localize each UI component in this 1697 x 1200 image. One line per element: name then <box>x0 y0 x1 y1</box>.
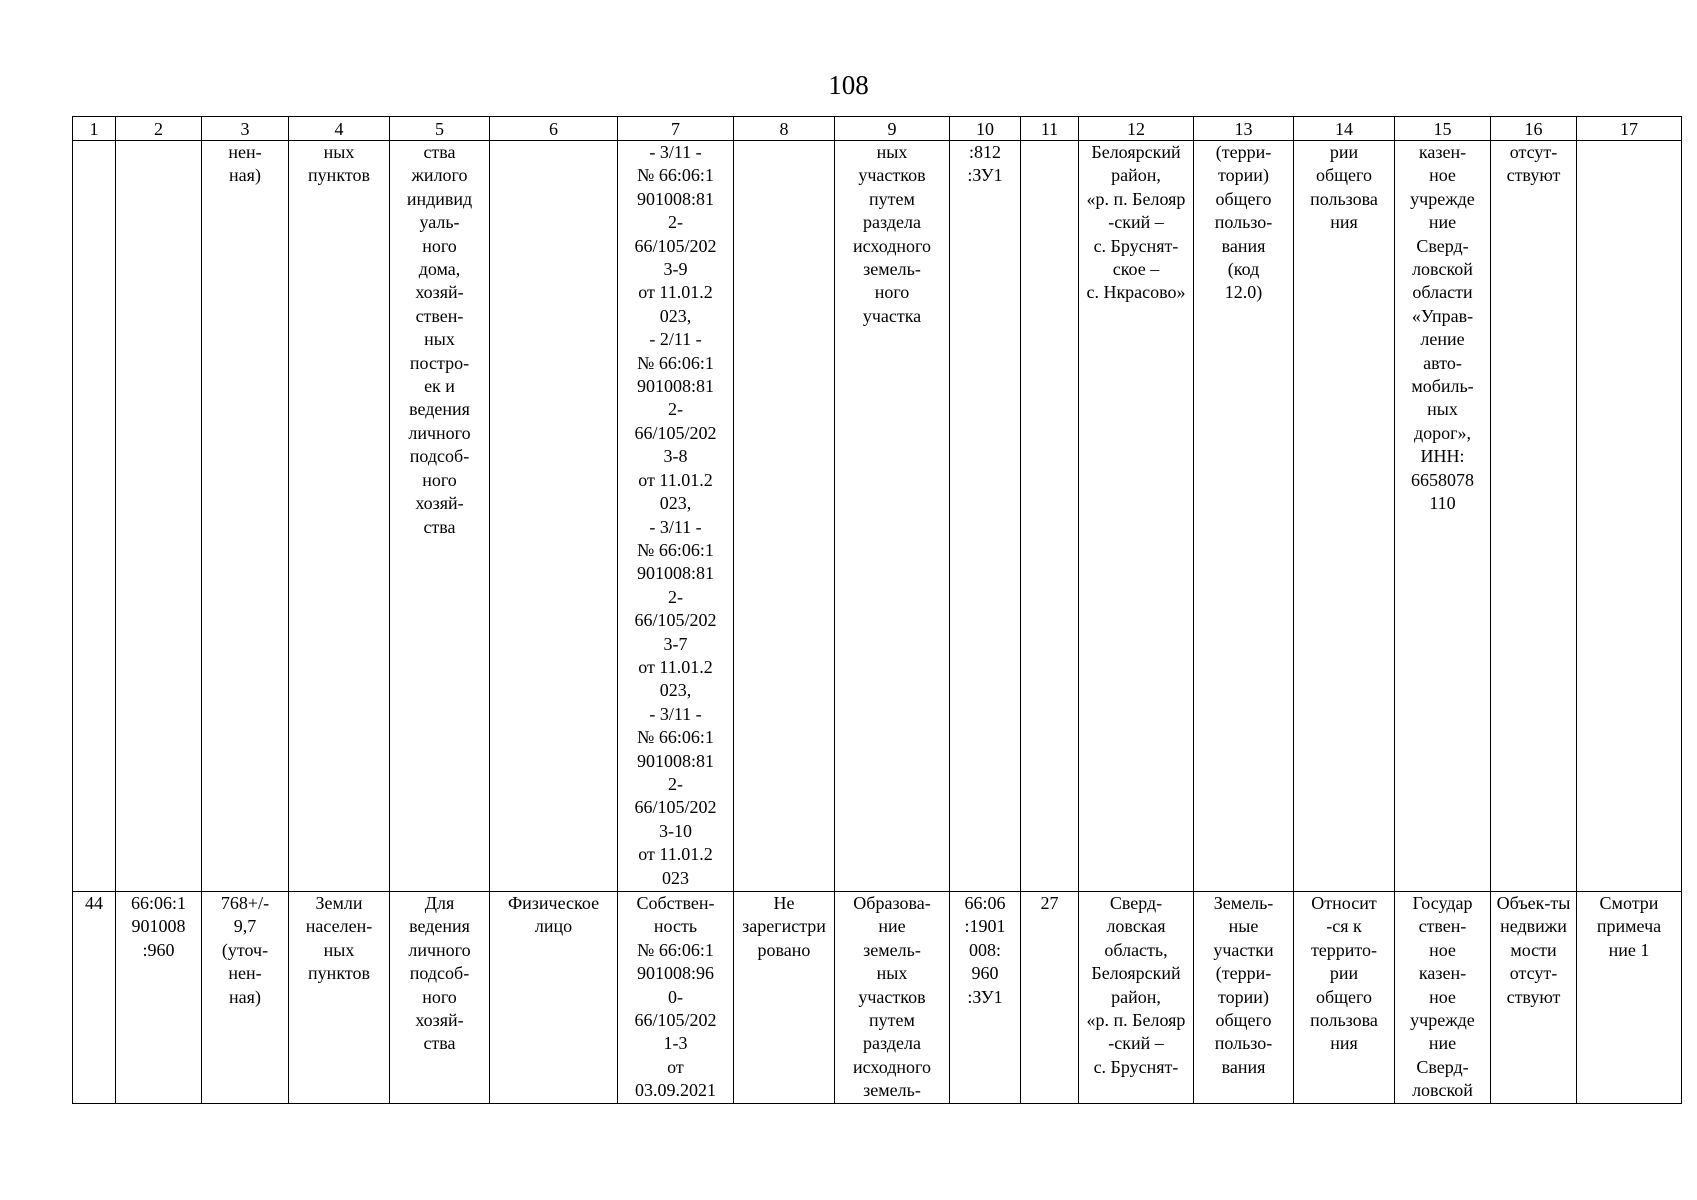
cell-text-line: участков <box>858 165 926 186</box>
cell-text-line: ние <box>878 916 906 937</box>
cell-text-line: ства <box>423 1033 456 1054</box>
cell-text-line: (уточ- <box>221 939 269 960</box>
table-cell <box>734 892 835 1104</box>
cell-text-line: 2- <box>668 399 683 420</box>
table-cell <box>835 141 950 892</box>
cell-text-line: :812 <box>968 142 1001 162</box>
cell-text-line: примеча <box>1596 916 1662 937</box>
cell-text-line: 66/105/202 <box>634 1010 717 1031</box>
cell-text-line: от 11.01.2 <box>638 282 713 303</box>
cell-text-line: ность <box>653 916 698 937</box>
cell-text-line: - 2/11 - <box>649 329 702 350</box>
cell-text-line: хозяй- <box>415 282 464 303</box>
cell-text-line: ства <box>423 516 456 537</box>
cell-text-line: участка <box>862 305 922 326</box>
cell-text-line: 66/105/202 <box>634 610 717 631</box>
cell-text-line: Белоярский <box>1091 142 1181 162</box>
cell-text-line: 110 <box>1429 493 1456 514</box>
table-cell <box>390 892 490 1104</box>
cell-text-line: ловской <box>1412 1080 1473 1101</box>
cell-text-line: мобиль- <box>1411 376 1474 397</box>
column-number: 8 <box>734 117 835 141</box>
column-number-row <box>73 117 1682 141</box>
cell-text-line: Образова- <box>853 893 931 913</box>
cell-text-line: 960 <box>971 963 999 984</box>
cell-text-line: вания <box>1221 1056 1266 1077</box>
cell-text-line: Физическое <box>507 893 600 913</box>
cell-text-line: казен- <box>1418 963 1467 984</box>
cell-text-line: рии <box>1329 142 1359 162</box>
cell-text-line: № 66:06:1 <box>637 165 714 186</box>
table-cell <box>1577 892 1682 1104</box>
cell-text-line: дома, <box>418 259 461 280</box>
cell-text-line: ная) <box>229 165 261 186</box>
cell-text-line: ское – <box>1112 259 1160 280</box>
cell-text-line: земель- <box>863 1080 921 1101</box>
cell-text-line: жилого <box>411 165 468 186</box>
cell-text-line: ние <box>1428 212 1457 233</box>
cell-text-line: 0- <box>668 986 683 1007</box>
column-number: 3 <box>202 117 289 141</box>
cell-text-line: недвижи <box>1500 916 1567 937</box>
column-number: 9 <box>835 117 950 141</box>
table-cell <box>1079 141 1194 892</box>
cell-text-line: (код <box>1227 259 1260 280</box>
cell-text-line: участки <box>1213 939 1274 960</box>
cell-text-line: «р. п. Белояр <box>1086 188 1186 209</box>
cell-text-line: участков <box>858 986 926 1007</box>
cell-text-line: ное <box>1429 939 1456 960</box>
cell-text-line: 2- <box>668 586 683 607</box>
cell-text-line: № 66:06:1 <box>637 939 714 960</box>
table-cell <box>1021 892 1079 1104</box>
cell-text-line: 66/105/202 <box>634 422 717 443</box>
cell-text-line: 901008:81 <box>636 563 714 584</box>
table-cell <box>202 141 289 892</box>
cell-text-line: 901008:96 <box>636 963 714 984</box>
cell-text-line: (терри- <box>1215 142 1272 162</box>
cell-text-line: рии <box>1329 963 1359 984</box>
cell-text-line: ния <box>1330 1033 1358 1054</box>
cell-text-line: ствен- <box>415 305 464 326</box>
cell-text-line: раздела <box>863 1033 921 1054</box>
cell-text-line: ловской <box>1412 259 1473 280</box>
cell-text-line: Земли <box>315 893 363 913</box>
cell-text-line: ровано <box>757 939 811 960</box>
table-cell <box>1079 892 1194 1104</box>
table-row <box>73 892 1682 1104</box>
cell-text-line: район, <box>1111 165 1161 186</box>
table-cell <box>390 141 490 892</box>
cell-text-line: 023 <box>662 867 689 888</box>
cell-text-line: Объек-ты <box>1496 893 1571 913</box>
cell-text-line: авто- <box>1423 352 1462 373</box>
table-cell <box>1294 141 1395 892</box>
cell-text-line: области <box>1412 282 1473 303</box>
cell-text-line: нен- <box>228 963 262 984</box>
column-number: 4 <box>289 117 390 141</box>
cell-text-line: Сверд- <box>1416 235 1469 256</box>
cell-text-line: «р. п. Белояр <box>1086 1010 1186 1031</box>
cell-text-line: населен- <box>305 916 373 937</box>
cell-text-line: ние 1 <box>1608 939 1650 960</box>
cell-text-line: № 66:06:1 <box>637 727 714 748</box>
cell-text-line: 3-9 <box>663 259 688 280</box>
cell-text-line: дорог», <box>1413 422 1472 443</box>
cell-text-line: исходного <box>853 1056 931 1077</box>
table-cell <box>1491 892 1577 1104</box>
cell-text-line: отсут- <box>1509 963 1558 984</box>
cell-text-line: личного <box>408 422 471 443</box>
table-cell <box>289 141 390 892</box>
cell-text-line: подсоб- <box>409 963 470 984</box>
table-cell <box>490 892 618 1104</box>
cell-text-line: № 66:06:1 <box>637 352 714 373</box>
cell-text-line: пунктов <box>308 963 370 984</box>
cell-text-line: ствуют <box>1506 165 1561 186</box>
cell-text-line: ния <box>1330 212 1358 233</box>
cell-text-line: ное <box>1429 165 1456 186</box>
cell-text-line: нен- <box>228 142 262 162</box>
cell-text-line: тории) <box>1218 165 1269 186</box>
column-number: 14 <box>1294 117 1395 141</box>
cell-text-line: 023, <box>659 680 692 701</box>
cell-text-line: - 3/11 - <box>649 142 702 162</box>
cell-text-line: зарегистри <box>742 916 826 937</box>
cell-text-line: пользова <box>1310 1010 1378 1031</box>
table-cell <box>116 141 202 892</box>
cell-text-line: от 11.01.2 <box>638 844 713 865</box>
cell-text-line: путем <box>869 188 915 209</box>
cell-text-line: 023, <box>659 305 692 326</box>
cell-text-line: от 11.01.2 <box>638 469 713 490</box>
cell-text-line: район, <box>1111 986 1161 1007</box>
cell-text-line: индивид <box>406 188 473 209</box>
cell-text-line: общего <box>1215 188 1272 209</box>
cell-text-line: Не <box>773 893 795 913</box>
table-cell <box>618 892 734 1104</box>
cell-text-line: ведения <box>409 916 470 937</box>
cell-text-line: общего <box>1215 1010 1272 1031</box>
table-cell <box>1395 141 1491 892</box>
cell-text-line: 901008:81 <box>636 750 714 771</box>
cell-text-line: ИНН: <box>1420 446 1465 467</box>
cell-text-line: ные <box>1228 916 1259 937</box>
cell-text-line: ного <box>422 469 457 490</box>
cell-text-line: ных <box>323 939 355 960</box>
cell-text-line: Собствен- <box>636 893 715 913</box>
cell-text-line: ние <box>1428 1033 1457 1054</box>
table-cell <box>1395 892 1491 1104</box>
cell-text-line: хозяй- <box>415 493 464 514</box>
table-cell <box>1194 892 1294 1104</box>
cell-text-line: вания <box>1221 235 1266 256</box>
cell-text-line: 44 <box>85 893 103 913</box>
cell-text-line: :ЗУ1 <box>967 165 1003 186</box>
cell-text-line: -ский – <box>1108 1033 1164 1054</box>
cell-text-line: :ЗУ1 <box>967 986 1003 1007</box>
cell-text-line: ное <box>1429 986 1456 1007</box>
table-cell <box>289 892 390 1104</box>
cell-text-line: (терри- <box>1215 963 1272 984</box>
cell-text-line: 3-7 <box>663 633 688 654</box>
register-table <box>72 116 1682 1104</box>
cell-text-line: земель- <box>863 259 921 280</box>
cell-text-line: 9,7 <box>233 916 257 937</box>
cell-text-line: тории) <box>1218 986 1269 1007</box>
cell-text-line: 1-3 <box>663 1033 688 1054</box>
cell-text-line: 66/105/202 <box>634 235 717 256</box>
cell-text-line: ных <box>876 142 908 162</box>
cell-text-line: ловская <box>1106 916 1166 937</box>
cell-text-line: отсут- <box>1509 142 1558 162</box>
cell-text-line: ведения <box>409 399 470 420</box>
cell-text-line: учрежде <box>1410 188 1475 209</box>
cell-text-line: 3-10 <box>659 820 692 841</box>
column-number: 1 <box>73 117 116 141</box>
cell-text-line: общего <box>1316 986 1372 1007</box>
cell-text-line: область, <box>1104 939 1168 960</box>
cell-text-line: ного <box>422 235 457 256</box>
cell-text-line: земель- <box>863 939 921 960</box>
cell-text-line: личного <box>408 939 471 960</box>
cell-text-line: казен- <box>1418 142 1467 162</box>
cell-text-line: постро- <box>409 352 470 373</box>
cell-text-line: от 11.01.2 <box>638 656 713 677</box>
column-number: 17 <box>1577 117 1682 141</box>
table-cell <box>618 141 734 892</box>
cell-text-line: исходного <box>853 235 931 256</box>
table-row <box>73 141 1682 892</box>
cell-text-line: с. Бруснят- <box>1093 1056 1179 1077</box>
table-cell <box>1194 141 1294 892</box>
cell-text-line: пунктов <box>308 165 370 186</box>
column-number: 16 <box>1491 117 1577 141</box>
cell-text-line: ек и <box>424 376 455 397</box>
column-number: 5 <box>390 117 490 141</box>
cell-text-line: Сверд- <box>1416 1056 1469 1077</box>
cell-text-line: 66:06:1 <box>130 893 186 913</box>
column-number: 7 <box>618 117 734 141</box>
cell-text-line: уаль- <box>419 212 460 233</box>
cell-text-line: 901008:81 <box>636 376 714 397</box>
cell-text-line: 66:06 <box>964 893 1006 913</box>
cell-text-line: ление <box>1420 329 1465 350</box>
cell-text-line: ных <box>424 329 455 350</box>
table-cell <box>202 892 289 1104</box>
cell-text-line: раздела <box>863 212 921 233</box>
table-cell <box>73 141 116 892</box>
cell-text-line: ных <box>1427 399 1458 420</box>
column-number: 13 <box>1194 117 1294 141</box>
column-number: 10 <box>950 117 1021 141</box>
table-cell <box>950 141 1021 892</box>
cell-text-line: хозяй- <box>415 1010 464 1031</box>
cell-text-line: 12.0) <box>1224 282 1263 303</box>
cell-text-line: :1901 <box>964 916 1006 937</box>
cell-text-line: от <box>667 1056 684 1077</box>
cell-text-line: -ся к <box>1326 916 1362 937</box>
cell-text-line: 2- <box>668 773 683 794</box>
cell-text-line: подсоб- <box>409 446 470 467</box>
column-number: 11 <box>1021 117 1079 141</box>
cell-text-line: учрежде <box>1410 1010 1475 1031</box>
cell-text-line: с. Бруснят- <box>1093 235 1179 256</box>
cell-text-line: мости <box>1510 939 1557 960</box>
table-cell <box>73 892 116 1104</box>
cell-text-line: пользо- <box>1214 212 1273 233</box>
cell-text-line: 2- <box>668 212 683 233</box>
cell-text-line: 023, <box>659 493 692 514</box>
table-cell <box>490 141 618 892</box>
table-cell <box>116 892 202 1104</box>
cell-text-line: 901008:81 <box>636 188 714 209</box>
cell-text-line: ного <box>874 282 910 303</box>
cell-text-line: лицо <box>534 916 573 937</box>
cell-text-line: общего <box>1316 165 1372 186</box>
table-cell <box>1577 141 1682 892</box>
cell-text-line: ного <box>422 986 457 1007</box>
cell-text-line: 3-8 <box>663 446 688 467</box>
cell-text-line: террито- <box>1310 939 1378 960</box>
cell-text-line: ства <box>423 142 456 162</box>
cell-text-line: с. Нкрасово» <box>1086 282 1186 303</box>
cell-text-line: Смотри <box>1599 893 1659 913</box>
cell-text-line: 901008 <box>131 916 186 937</box>
table-cell <box>835 892 950 1104</box>
column-number: 12 <box>1079 117 1194 141</box>
cell-text-line: 6658078 <box>1411 469 1474 490</box>
cell-text-line: пользова <box>1310 188 1378 209</box>
cell-text-line: пользо- <box>1214 1033 1273 1054</box>
cell-text-line: путем <box>869 1010 915 1031</box>
cell-text-line: ная) <box>229 986 261 1007</box>
cell-text-line: ствуют <box>1506 986 1561 1007</box>
cell-text-line: :960 <box>142 939 175 960</box>
cell-text-line: - 3/11 - <box>649 516 702 537</box>
page-number: 108 <box>828 70 869 100</box>
table-cell <box>950 892 1021 1104</box>
table-cell <box>1021 141 1079 892</box>
column-number: 15 <box>1395 117 1491 141</box>
column-number: 2 <box>116 117 202 141</box>
cell-text-line: 66/105/202 <box>634 797 717 818</box>
cell-text-line: Белоярский <box>1091 963 1181 984</box>
cell-text-line: № 66:06:1 <box>637 539 714 560</box>
cell-text-line: ствен- <box>1418 916 1467 937</box>
cell-text-line: 008: <box>968 939 1001 960</box>
cell-text-line: 27 <box>1040 893 1059 913</box>
table-cell <box>1491 141 1577 892</box>
column-number: 6 <box>490 117 618 141</box>
cell-text-line: Государ <box>1412 893 1473 913</box>
cell-text-line: -ский – <box>1108 212 1164 233</box>
cell-text-line: Сверд- <box>1109 893 1163 913</box>
cell-text-line: - 3/11 - <box>649 703 702 724</box>
cell-text-line: Относит <box>1311 893 1377 913</box>
table-cell <box>734 141 835 892</box>
table-cell <box>1294 892 1395 1104</box>
cell-text-line: «Управ- <box>1411 305 1474 326</box>
cell-text-line: ных <box>876 963 908 984</box>
cell-text-line: Для <box>424 893 455 913</box>
cell-text-line: 03.09.2021 <box>635 1080 716 1101</box>
cell-text-line: ных <box>323 142 355 162</box>
cell-text-line: Земель- <box>1213 893 1274 913</box>
cell-text-line: 768+/- <box>220 893 270 913</box>
